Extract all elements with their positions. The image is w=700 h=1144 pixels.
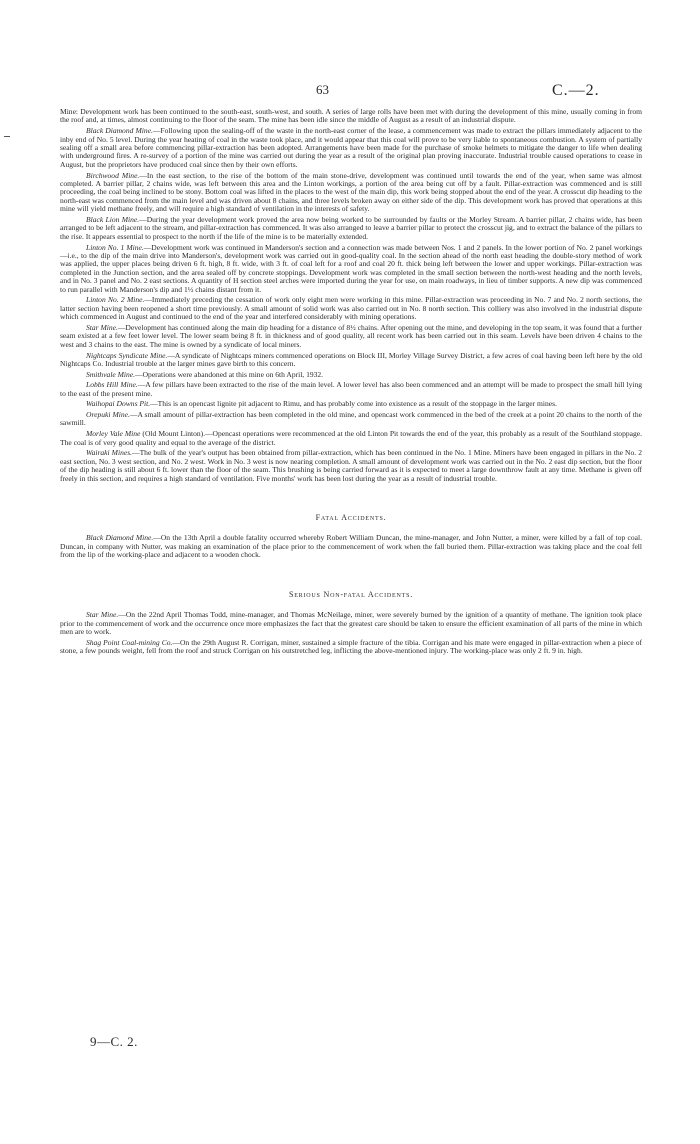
- mine-name: Birchwood Mine.: [86, 170, 140, 180]
- report-text: —A syndicate of Nightcaps miners commenced operations on Block III, Morley Village Survey District, a few acres of coal having been left here by the old Nightcaps Co. Industrial trouble at the larger mines gave birth to this concern.: [60, 350, 642, 368]
- report-text: —In the east section, to the rise of the bottom of the main stone-drive, development was continued until towards the end of the year, when same was almost completed. A barrier pillar, 2 chains wide, was left between this area and the Linton workings, a portion of the area being cut off by a fault. Pillar-extraction was commenced and is still proceeding, the coal being inclined to be stony. Bottom coal was lifted in the places to the west of the main dip, this work being stopped about the end of the year. A crosscut dip heading to the north-east was commenced from the main level and was driven about 8 chains, and three levels broken away on either side of the dip. This development work has proved that operations at this mine will yield methane freely, and will require a high standard of ventilation in the interests of safety.: [60, 170, 643, 214]
- report-paragraph: [60, 639, 642, 656]
- margin-mark: [4, 136, 10, 137]
- report-text: —On the 29th August R. Corrigan, miner, sustained a simple fracture of the tibia. Corrigan and his mate were engaged in pillar-extraction when a piece of stone, a few pounds weight, fell from the roof and struck Corrigan on his outstretched leg, inflicting the above-mentioned injury. The working-place was only 2 ft. 9 in. high.: [60, 637, 642, 656]
- report-paragraph: [60, 216, 642, 241]
- report-paragraph: [60, 381, 642, 398]
- mine-name: Lobbs Hill Mine.: [86, 380, 138, 390]
- mine-reports: [60, 127, 642, 483]
- non-fatal-accidents-heading: Serious Non-fatal Accidents.: [288, 589, 414, 599]
- mine-name: Waihopai Downs Pit.: [86, 399, 151, 409]
- report-paragraph: [60, 400, 642, 408]
- document-code: C.—2.: [552, 82, 600, 99]
- mine-name: Nightcaps Syndicate Mine.: [86, 350, 168, 360]
- mine-name: Star Mine.: [86, 323, 118, 332]
- report-paragraph: [60, 296, 642, 321]
- report-text: —A few pillars have been extracted to the rise of the main level. A lower level has also been commenced and an attempt will be made to prospect the small hill lying to the east of the present mine.: [60, 380, 642, 398]
- mine-name: Linton No. 2 Mine.: [86, 295, 145, 305]
- report-text: —Following upon the sealing-off of the waste in the north-east corner of the lease, a commencement was made to extract the pillars immediately adjacent to the inby end of No. 5 level. During the year heating of coal in the waste took place, and it would appear that this coal will prove to be very liable to spontaneous combustion. A system of partially sealing off a small area before commencing pillar-extraction has been adopted. Arrangements have been made for the purchase of smoke helmets to mitigate the danger to life when dealing with underground fires. A re-survey of a portion of the mine was carried out during the year as a result of the original plan proving inaccurate. Industrial trouble caused operations to cease in August, but the proprietors have produced coal since then by their own efforts.: [60, 126, 642, 169]
- report-paragraph: [60, 411, 642, 428]
- mine-name: Orepuki Mine.: [86, 410, 130, 420]
- page-number: 63: [316, 82, 329, 97]
- report-text: —Immediately preceding the cessation of work only eight men were working in this mine. Pillar-extraction was proceeding in No. 7 and No. 2 north sections, the latter section having been reopened a short time previously. A small amount of solid work was also carried out in No. 8 north section. This colliery was also involved in the industrial dispute which commenced in August and continued to the end of the year and interfered considerably with mining operations.: [60, 295, 642, 322]
- mine-name: Black Lion Mine.: [86, 215, 140, 224]
- mine-name: Morley Vale Mine: [86, 429, 141, 439]
- report-text: —This is an opencast lignite pit adjacent to Rimu, and has probably come into existence as a result of the stoppage in the larger mines.: [150, 399, 557, 409]
- report-paragraph: [60, 244, 642, 295]
- report-paragraph: [60, 127, 642, 169]
- report-text: (Old Mount Linton).—Opencast operations were recommenced at the old Linton Pit towards the end of the year, this probably as a result of the Southland stoppage. The coal is of very good quality and equal to the average of the district.: [60, 429, 642, 447]
- non-fatal-accidents-list: [60, 611, 642, 655]
- report-paragraph: [60, 371, 642, 379]
- report-text: —Development work was continued in Manderson's section and a connection was made between Nos. 1 and 2 panels. In the lower portion of No. 2 panel workings—i.e., to the dip of the main drive into Manderson's, development work was carried out in good-quality coal. In the section ahead of the north east heading the double-story method of work was applied, the upper places being driven 6 ft. high, 8 ft. wide, with 3 ft. of coal left for a roof and coal 20 ft. thick being left between the lower and upper workings. Pillar-extraction was completed in the Junction section, and the area sealed off by concrete stoppings. Development work was completed in the small section between the north-west heading and the north levels, and in No. 3 panel and No. 2 east sections. A quantity of H section steel arches were imported during the year for use, on main roadways, in lieu of timber supports. A new dip was commenced to run parallel with Manderson's dip and 1½ chains distant from it.: [60, 242, 642, 294]
- mine-name: Star Mine.: [86, 610, 119, 620]
- mine-name: Black Diamond Mine.: [86, 126, 153, 136]
- report-paragraph: [60, 430, 642, 447]
- intro-paragraph: Mine: Development work has been continued to the south-east, south-west, and south. A series of large rolls have been met with during the development of this mine, usually coming in from the roof and, at times, almost continuing to the floor of the seam. The mine has been idle since the middle of August as a result of an industrial dispute.: [60, 107, 642, 125]
- body-text: [60, 108, 642, 658]
- report-text: —Development has continued along the main dip heading for a distance of 8½ chains. After opening out the mine, and developing in the top seam, it was found that a further seam existed at a few feet lower level. The lower seam being 8 ft. in thickness and of good quality, all recent work has been carried out in this seam. Levels have been driven 4 chains to the west and 3 chains to the east. The mine is owned by a syndicate of local miners.: [60, 323, 642, 349]
- report-text: —On the 13th April a double fatality occurred whereby Robert William Duncan, the mine-manager, and John Nutter, a miner, were killed by a fall of top coal. Duncan, in company with Nutter, was making an examination of the place prior to the commencement of work when the fall buried them. Pillar-extraction was taking place and the coal fell from the lip of the working-place and adjacent to a wooden chock.: [60, 533, 643, 560]
- mine-name: Smithvale Mine.: [86, 369, 136, 379]
- report-paragraph: [60, 172, 642, 214]
- report-text: —The bulk of the year's output has been obtained from pillar-extraction, which has been continued in the No. 1 Mine. Miners have been engaged in pillars in the No. 2 east section, No. 3 west section, and No. 2 west. Work in No. 3 west is now nearing completion. A small amount of development work was carried out in the No. 2 east dip section, but the floor of the dip heading is still about 6 ft. lower than the floor of the seam. This brushing is being carried forward as it is expected to meet a large downthrow fault at any time. Methane is given off freely in this section, and requires a high standard of ventilation. Five months' work has been lost during the year as a result of industrial trouble.: [60, 448, 642, 483]
- report-text: —During the year development work proved the area now being worked to be surrounded by faults or the Morley Stream. A barrier pillar, 2 chains wide, has been arranged to be left adjacent to the stream, and pillar-extraction has commenced. It was also arranged to leave a barrier pillar to protect the crosscut jig, and to extract the balance of the pillars to the rise. It appears essential to prospect to the north if the life of the mine is to be materially extended.: [60, 215, 642, 241]
- report-paragraph: [60, 352, 642, 369]
- footer-signature: 9—C. 2.: [90, 1034, 138, 1049]
- fatal-accidents-list: [60, 534, 642, 559]
- report-paragraph: [60, 449, 642, 483]
- report-paragraph: [60, 324, 642, 349]
- mine-name: Linton No. 1 Mine.: [86, 242, 144, 252]
- report-paragraph: [60, 534, 642, 559]
- report-paragraph: [60, 611, 642, 636]
- mine-name: Wairaki Mines.: [86, 448, 133, 458]
- report-text: —Operations were abandoned at this mine on 6th April, 1932.: [135, 369, 324, 379]
- fatal-accidents-heading: Fatal Accidents.: [315, 513, 387, 523]
- report-text: —A small amount of pillar-extraction has been completed in the old mine, and opencast work commenced in the bed of the creek at a point 20 chains to the north of the sawmill.: [60, 410, 643, 428]
- report-text: —On the 22nd April Thomas Todd, mine-manager, and Thomas McNeilage, miner, were severely burned by the ignition of a quantity of methane. The ignition took place prior to the commencement of work and the occurrence once more emphasizes the fact that the greatest care should be taken to ensure the efficient examination of all parts of the mine in which men are to work.: [60, 610, 642, 637]
- mine-name: Black Diamond Mine.: [86, 533, 154, 543]
- mine-name: Shag Point Coal-mining Co.: [86, 637, 173, 647]
